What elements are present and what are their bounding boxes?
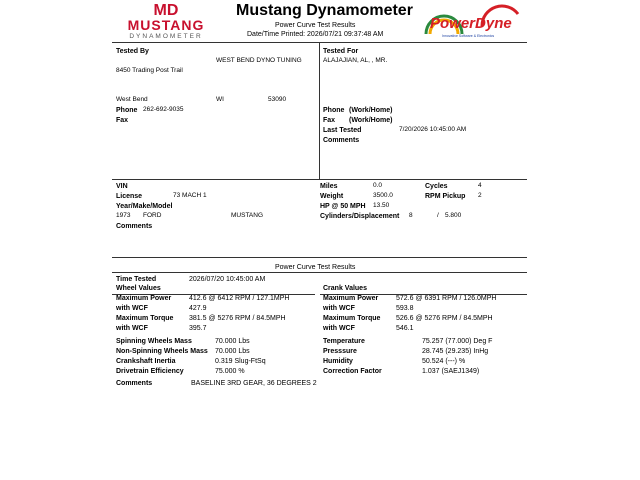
crank-wcf2-value: 546.1 [396, 325, 414, 332]
nonspinning-mass-value: 70.000 Lbs [215, 348, 250, 355]
tested-for-name: ALAJAJIAN, AL, , MR. [323, 57, 388, 64]
tested-for-comments-label: Comments [323, 137, 360, 144]
wheel-max-torque-value: 381.5 @ 5276 RPM / 84.5MPH [189, 315, 286, 322]
tested-for-fax-label: Fax [323, 117, 336, 124]
correction-factor-value: 1.037 (SAEJ1349) [422, 368, 480, 375]
tested-by-state: WI [216, 96, 224, 103]
crank-max-torque-label: Maximum Torque [323, 315, 381, 322]
contact-bottom-divider [112, 179, 527, 180]
logo-dyno-text: DYNAMOMETER [129, 33, 203, 40]
mustang-dynamometer-logo [118, 2, 214, 40]
crank-inertia-value: 0.319 Slug-FtSq [215, 358, 266, 365]
wheel-max-power-value: 412.6 @ 6412 RPM / 127.1MPH [189, 295, 290, 302]
rpm-pickup-value: 2 [478, 192, 482, 199]
vehicle-model: MUSTANG [231, 212, 264, 219]
rpm-pickup-label: RPM Pickup [425, 193, 466, 200]
cycles-value: 4 [478, 182, 482, 189]
crank-max-torque-value: 526.6 @ 5276 RPM / 84.5MPH [396, 315, 493, 322]
vehicle-make: FORD [143, 212, 162, 219]
contact-divider [319, 42, 320, 179]
tested-by-fax-label: Fax [116, 117, 129, 124]
cylinders-displacement-label: Cylinders/Displacement [320, 213, 400, 220]
page-subtitle: Power Curve Test Results [275, 22, 356, 29]
results-comments-label: Comments [116, 380, 153, 387]
results-title-divider [112, 272, 527, 273]
drivetrain-efficiency-value: 75.000 % [215, 368, 245, 375]
tested-by-label: Tested By [116, 48, 149, 55]
tested-for-fax-type: (Work/Home) [349, 117, 393, 124]
pressure-value: 28.745 (29.235) InHg [422, 348, 489, 355]
time-tested-value: 2026/07/20 10:45:00 AM [189, 276, 266, 283]
humidity-label: Humidity [323, 358, 353, 365]
powerdyne-tagline: Innovative Software & Electronics [442, 34, 495, 38]
hp50-value: 13.50 [373, 202, 390, 209]
results-comments-value: BASELINE 3RD GEAR, 36 DEGREES 2 [191, 380, 317, 387]
vehicle-comments-label: Comments [116, 223, 153, 230]
temperature-value: 75.257 (77.000) Deg F [422, 338, 493, 345]
tested-by-phone-label: Phone [116, 107, 138, 114]
vin-label: VIN [116, 183, 128, 190]
humidity-value: 50.524 (---) % [422, 358, 466, 365]
cylinders-value: 8 [409, 212, 413, 219]
correction-factor-label: Correction Factor [323, 368, 382, 375]
crank-wcf1-label: with WCF [323, 305, 355, 312]
license-value: 73 MACH 1 [173, 192, 207, 199]
crank-max-power-value: 572.6 @ 6391 RPM / 126.0MPH [396, 295, 497, 302]
wheel-wcf1-value: 427.9 [189, 305, 207, 312]
displacement-value: 5.800 [445, 212, 462, 219]
crank-values-header: Crank Values [323, 285, 367, 292]
vehicle-year: 1973 [116, 212, 131, 219]
crank-inertia-label: Crankshaft Inertia [116, 358, 176, 365]
tested-for-phone-type: (Work/Home) [349, 107, 393, 114]
wheel-values-header: Wheel Values [116, 285, 161, 292]
wheel-max-torque-label: Maximum Torque [116, 315, 174, 322]
miles-value: 0.0 [373, 182, 383, 189]
pressure-label: Presssure [323, 348, 357, 355]
tested-by-address: 8450 Trading Post Trail [116, 67, 183, 74]
logo-md-text: MD [153, 2, 179, 19]
year-make-model-label: Year/Make/Model [116, 203, 173, 210]
tested-by-city: West Bend [116, 96, 148, 103]
vehicle-bottom-divider [112, 257, 527, 258]
spinning-mass-value: 70.000 Lbs [215, 338, 250, 345]
temperature-label: Temperature [323, 338, 365, 345]
tested-by-zip: 53090 [268, 96, 287, 103]
powerdyne-logo-text: PowerDyne [430, 15, 512, 32]
weight-value: 3500.0 [373, 192, 393, 199]
tested-for-phone-label: Phone [323, 107, 345, 114]
crank-wcf1-value: 593.8 [396, 305, 414, 312]
cycles-label: Cycles [425, 183, 448, 190]
drivetrain-efficiency-label: Drivetrain Efficiency [116, 368, 184, 375]
license-label: License [116, 193, 143, 200]
hp50-label: HP @ 50 MPH [320, 203, 366, 210]
results-section-title: Power Curve Test Results [275, 264, 356, 271]
crank-wcf2-label: with WCF [323, 325, 355, 332]
tested-for-label: Tested For [323, 48, 359, 55]
wheel-max-power-label: Maximum Power [116, 295, 172, 302]
tested-by-company: WEST BEND DYNO TUNING [216, 57, 302, 64]
printed-datetime: Date/Time Printed: 2026/07/21 09:37:48 AM [247, 31, 384, 38]
crank-max-power-label: Maximum Power [323, 295, 379, 302]
wheel-wcf1-label: with WCF [116, 305, 148, 312]
spinning-mass-label: Spinning Wheels Mass [116, 338, 192, 345]
logo-mustang-text: MUSTANG [127, 17, 205, 33]
time-tested-label: Time Tested [116, 276, 157, 283]
cylinders-separator: / [437, 212, 439, 219]
miles-label: Miles [320, 183, 338, 190]
powerdyne-logo [422, 4, 526, 40]
wheel-wcf2-value: 395.7 [189, 325, 207, 332]
page-title: Mustang Dynamometer [236, 2, 413, 19]
last-tested-label: Last Tested [323, 127, 362, 134]
last-tested-value: 7/20/2026 10:45:00 AM [399, 126, 467, 133]
weight-label: Weight [320, 193, 344, 200]
nonspinning-mass-label: Non-Spinning Wheels Mass [116, 348, 208, 355]
wheel-wcf2-label: with WCF [116, 325, 148, 332]
tested-by-phone: 262-692-9035 [143, 106, 184, 113]
